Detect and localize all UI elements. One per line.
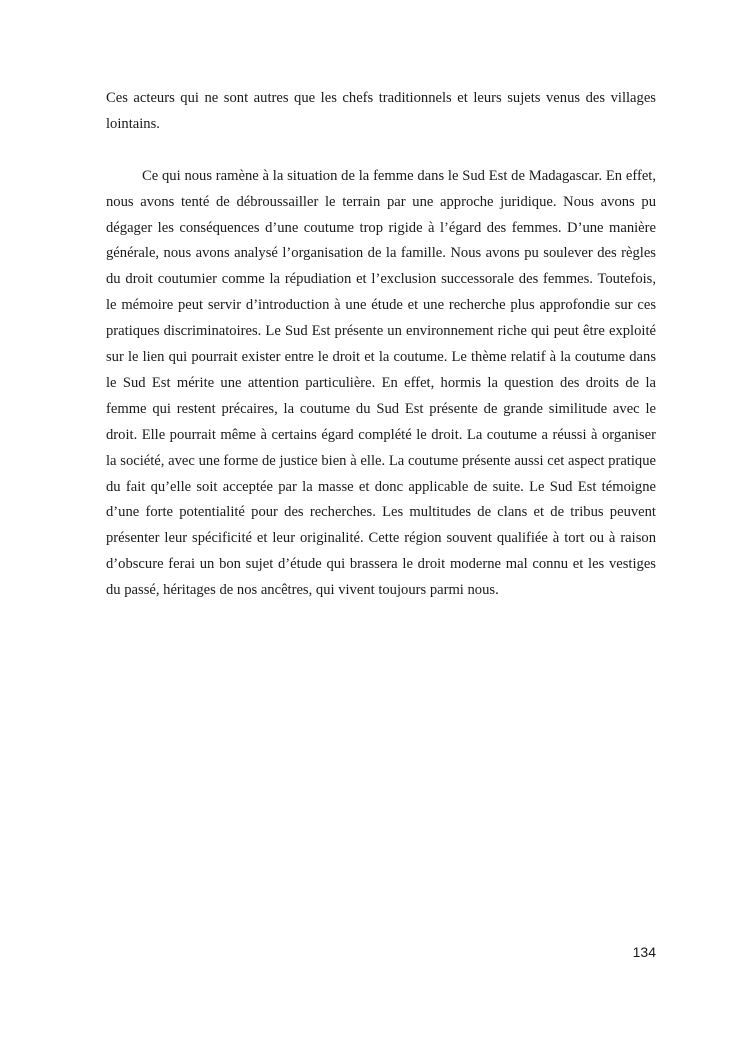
- paragraph-1: Ces acteurs qui ne sont autres que les chefs traditionnels et leurs sujets venus des villages lointains.: [106, 90, 656, 132]
- paragraph-2: Ce qui nous ramène à la situation de la femme dans le Sud Est de Madagascar. En effet, nous avons tenté de débroussailler le terrain par une approche juridique. Nous avons pu dégager les conséquences d’une coutume trop rigide à l’égard des femmes. D’une manière générale, nous avons analysé l’organisation de la famille. Nous avons pu soulever des règles du droit coutumier comme la répudiation et l’exclusion successorale des femmes. Toutefois, le mémoire peut servir d’introduction à une étude et une recherche plus approfondie sur ces pratiques discriminatoires. Le Sud Est présente un environnement riche qui peut être exploité sur le lien qui pourrait exister entre le droit et la coutume. Le thème relatif à la coutume dans le Sud Est mérite une attention particulière. En effet, hormis la question des droits de la femme qui restent précaires, la coutume du Sud Est présente de grande similitude avec le droit. Elle pourrait même à certains égard complété le droit. La coutume a réussi à organiser la société, avec une forme de justice bien à elle. La coutume présente aussi cet aspect pratique du fait qu’elle soit acceptée par la masse et donc applicable de suite. Le Sud Est témoigne d’une forte potentialité pour des recherches. Les multitudes de clans et de tribus peuvent présenter leur spécificité et leur originalité. Cette région souvent qualifiée à tort ou à raison d’obscure ferai un bon sujet d’étude qui brassera le droit moderne mal connu et les vestiges du passé, héritages de nos ancêtres, qui vivent toujours parmi nous.: [106, 167, 656, 599]
- body-text: [106, 86, 656, 604]
- page-number: 134: [632, 944, 656, 960]
